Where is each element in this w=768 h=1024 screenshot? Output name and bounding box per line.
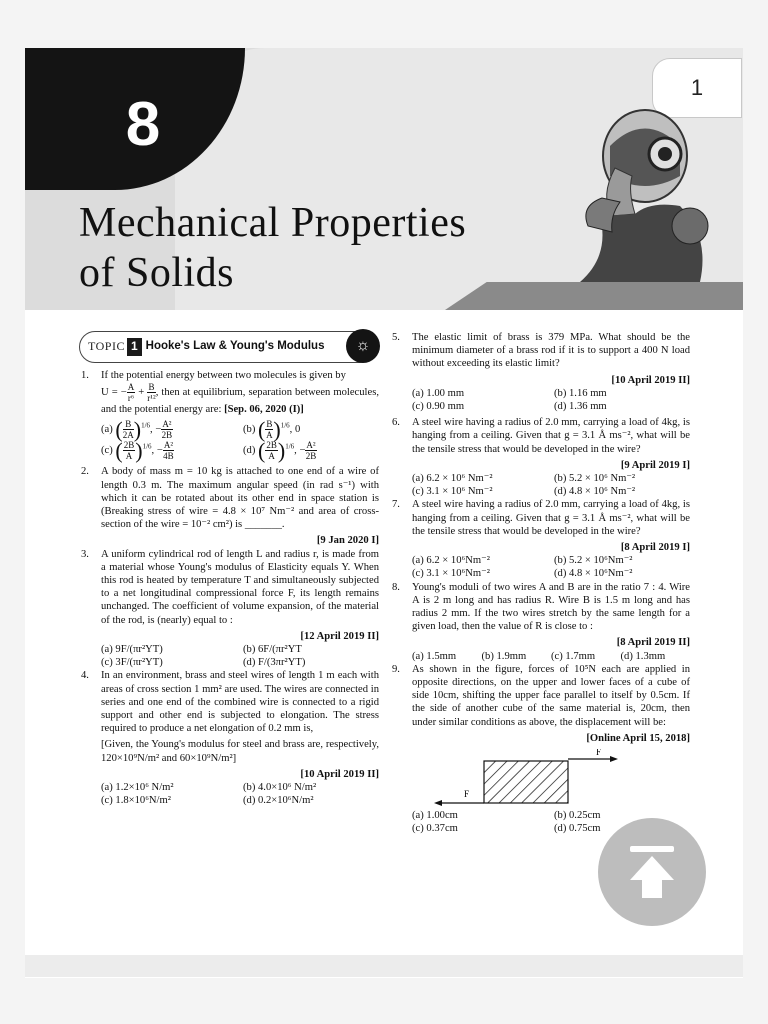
option-c[interactable]: (c) 0.37cm — [412, 823, 458, 835]
option-b[interactable]: (b) 1.9mm — [481, 650, 527, 662]
option-d[interactable]: (d) 1.3mm — [620, 650, 666, 662]
option-a[interactable]: (a) 1.00 mm — [412, 387, 465, 399]
topic-header — [79, 331, 375, 363]
question-9: 9. As shown in the figure, forces of 10⁵N each are applied in opposite directions, on the upper and lower faces of a cube of side 10cm, shifting the upper face parallel to itself by 0.5cm. If the side of another cube of the same material is, 20cm, then under similar conditions as above, the displacement will be: — [392, 663, 690, 728]
option-b[interactable]: (b) 1.16 mm — [554, 387, 607, 399]
shear-diagram — [428, 749, 628, 807]
option-a[interactable]: (a) 6.2 × 10⁶ Nm⁻² — [412, 473, 493, 485]
question-5-options — [388, 387, 690, 413]
arrow-up-icon — [624, 842, 680, 902]
chapter-title — [79, 198, 466, 298]
top-force-label: F — [596, 749, 602, 758]
option-b[interactable]: (b) 5.2 × 10⁶ Nm⁻² — [554, 473, 636, 485]
question-6: 6. A steel wire having a radius of 2.0 mm, carrying a load of 4kg, is hanging from a ceiling. Given that g = 3.1 Å ms⁻², what will be the tensile stress that would be developed in the wire? — [392, 417, 690, 455]
option-b[interactable]: (b) ( $\frac{B}{A}$ )$^{1/6}$, 0 — [243, 417, 301, 443]
topic-prefix: TOPIC — [88, 339, 125, 354]
option-c[interactable]: (c) 3.1 × 10⁶Nm⁻² — [412, 568, 490, 580]
question-2-source: [9 Jan 2020 I] — [316, 535, 379, 547]
question-3-options — [77, 643, 379, 669]
option-c[interactable]: (c) ( $\frac{2B}{A}$ )$^{1/6}$, − $\frac{\text{A²}}{4B}$ — [101, 438, 174, 464]
scroll-to-top-button[interactable] — [598, 818, 706, 926]
question-4-options — [77, 781, 379, 807]
question-2: 2. A body of mass m = 10 kg is attached to one end of a wire of length 0.3 m. The maximum angular speed (in rad s⁻¹) with which it can be rotated about its other end in space station is (Breaking stress of wire = 4.8 × 10⁷ Nm⁻² and area of cross-section of the wire = 10⁻² cm²) is _______. — [81, 466, 379, 531]
option-d[interactable]: (d) ( $\frac{2B}{A}$ )$^{1/6}$, − $\frac{\text{A²}}{2B}$ — [243, 438, 317, 464]
chapter-title-line1: Mechanical Properties — [79, 200, 467, 246]
right-column — [388, 331, 690, 836]
option-c[interactable]: (c) 3.1 × 10⁶ Nm⁻² — [412, 486, 493, 498]
option-b[interactable]: (b) 6F/(πr²YT — [243, 644, 302, 656]
option-c[interactable]: (c) 1.8×10⁶N/m² — [101, 795, 171, 807]
option-c[interactable]: (c) 0.90 mm — [412, 401, 465, 413]
question-3-source: [12 April 2019 II] — [300, 630, 379, 642]
option-a[interactable]: (a) 9F/(πr²YT) — [101, 644, 163, 656]
question-8-source: [8 April 2019 II] — [616, 637, 690, 649]
question-8: 8. Young's moduli of two wires A and B are in the ratio 7 : 4. Wire A is 2 m long and has radius R. Wire B is 1.5 m long and has radius 2 mm. If the two wires stretch by the same length for a given load, then the value of R is close to : — [392, 581, 690, 633]
question-7-source: [8 April 2019 I] — [620, 542, 690, 554]
question-3: 3. A uniform cylindrical rod of length L and radius r, is made from a material whose Young's modulus of Elasticity equals Y. When this rod is heated by temperature T and simultaneously subjected to a net longitudinal compressional force F, its length remains unchanged. The coefficient of volume expansion, of the material of the rod, is (nearly) equal to : — [81, 548, 379, 626]
header-accent-band — [445, 282, 743, 310]
option-a[interactable]: (a) 1.00cm — [412, 810, 458, 822]
page-number-tab: 1 — [652, 58, 742, 118]
question-9-source: [Online April 15, 2018] — [586, 732, 690, 744]
option-c[interactable]: (c) 3F/(πr²YT) — [101, 657, 163, 669]
question-6-options — [388, 472, 690, 498]
option-a[interactable]: (a) 1.5mm — [412, 650, 457, 662]
question-7-options — [388, 554, 690, 580]
chapter-number: 8 — [125, 90, 161, 159]
option-a[interactable]: (a) ( $\frac{B}{2A}$ )$^{1/6}$, − $\frac{\text{A²}}{2B}$ — [101, 417, 173, 443]
question-6-source: [9 April 2019 I] — [620, 459, 690, 471]
topic-title: Hooke's Law & Young's Modulus — [145, 340, 325, 353]
cube-block — [484, 761, 568, 803]
lightbulb-icon: ☼ — [346, 329, 380, 363]
option-d[interactable]: (d) 4.8 × 10⁶Nm⁻² — [554, 568, 633, 580]
question-7: 7. A steel wire having a radius of 2.0 mm, carrying a load of 4kg, is hanging from a ceiling. Given that g = 3.1 Å ms⁻², what will be the tensile stress that would be developed in the wire? — [392, 499, 690, 537]
question-5-source: [10 April 2019 II] — [611, 374, 690, 386]
question-8-options — [388, 650, 690, 663]
option-d[interactable]: (d) F/(3πr²YT) — [243, 657, 306, 669]
question-4-source: [10 April 2019 II] — [300, 768, 379, 780]
bottom-force-label: F — [464, 789, 470, 800]
option-a[interactable]: (a) 6.2 × 10⁶Nm⁻² — [412, 555, 490, 567]
left-column — [77, 331, 379, 807]
question-4: 4. In an environment, brass and steel wires of length 1 m each with areas of cross section 1 mm² are used. The wires are connected in series and one end of the combined wire is connected to a rigid support and other end is subjected to elongation. The stress required to produce a net elongation of 0.2 mm is, [Given, the Young's modulus for steel and brass are, respectively, 120×10⁹N/m² and 60×10⁹N/m²] — [81, 670, 379, 764]
option-b[interactable]: (b) 0.25cm — [554, 810, 601, 822]
option-c[interactable]: (c) 1.7mm — [551, 650, 596, 662]
option-a[interactable]: (a) 1.2×10⁶ N/m² — [101, 782, 174, 794]
question-1: 1. If the potential energy between two molecules is given by U = − $\frac{A}{\text{r⁶}}$ + $\frac{B}{\text{r¹²}}$ , then at equilibrium, separation between molecules, and the potential energy are: [Sep. 06, 2020 (I)] — [81, 370, 379, 416]
option-d[interactable]: (d) 0.2×10⁶N/m² — [243, 795, 314, 807]
page-bottom-strip — [25, 955, 743, 977]
shear-cube-figure — [388, 749, 690, 807]
robot-thinker-icon — [540, 106, 720, 284]
option-b[interactable]: (b) 5.2 × 10⁶Nm⁻² — [554, 555, 633, 567]
option-d[interactable]: (d) 4.8 × 10⁶ Nm⁻² — [554, 486, 636, 498]
option-d[interactable]: (d) 0.75cm — [554, 823, 601, 835]
question-5: 5. The elastic limit of brass is 379 MPa. What should be the minimum diameter of a brass rod if it is to support a 400 N load without exceeding its elastic limit? — [392, 332, 690, 370]
option-b[interactable]: (b) 4.0×10⁶ N/m² — [243, 782, 317, 794]
topic-number: 1 — [127, 338, 142, 355]
option-d[interactable]: (d) 1.36 mm — [554, 401, 607, 413]
question-1-options — [77, 417, 379, 464]
chapter-title-line2: of Solids — [79, 250, 235, 296]
